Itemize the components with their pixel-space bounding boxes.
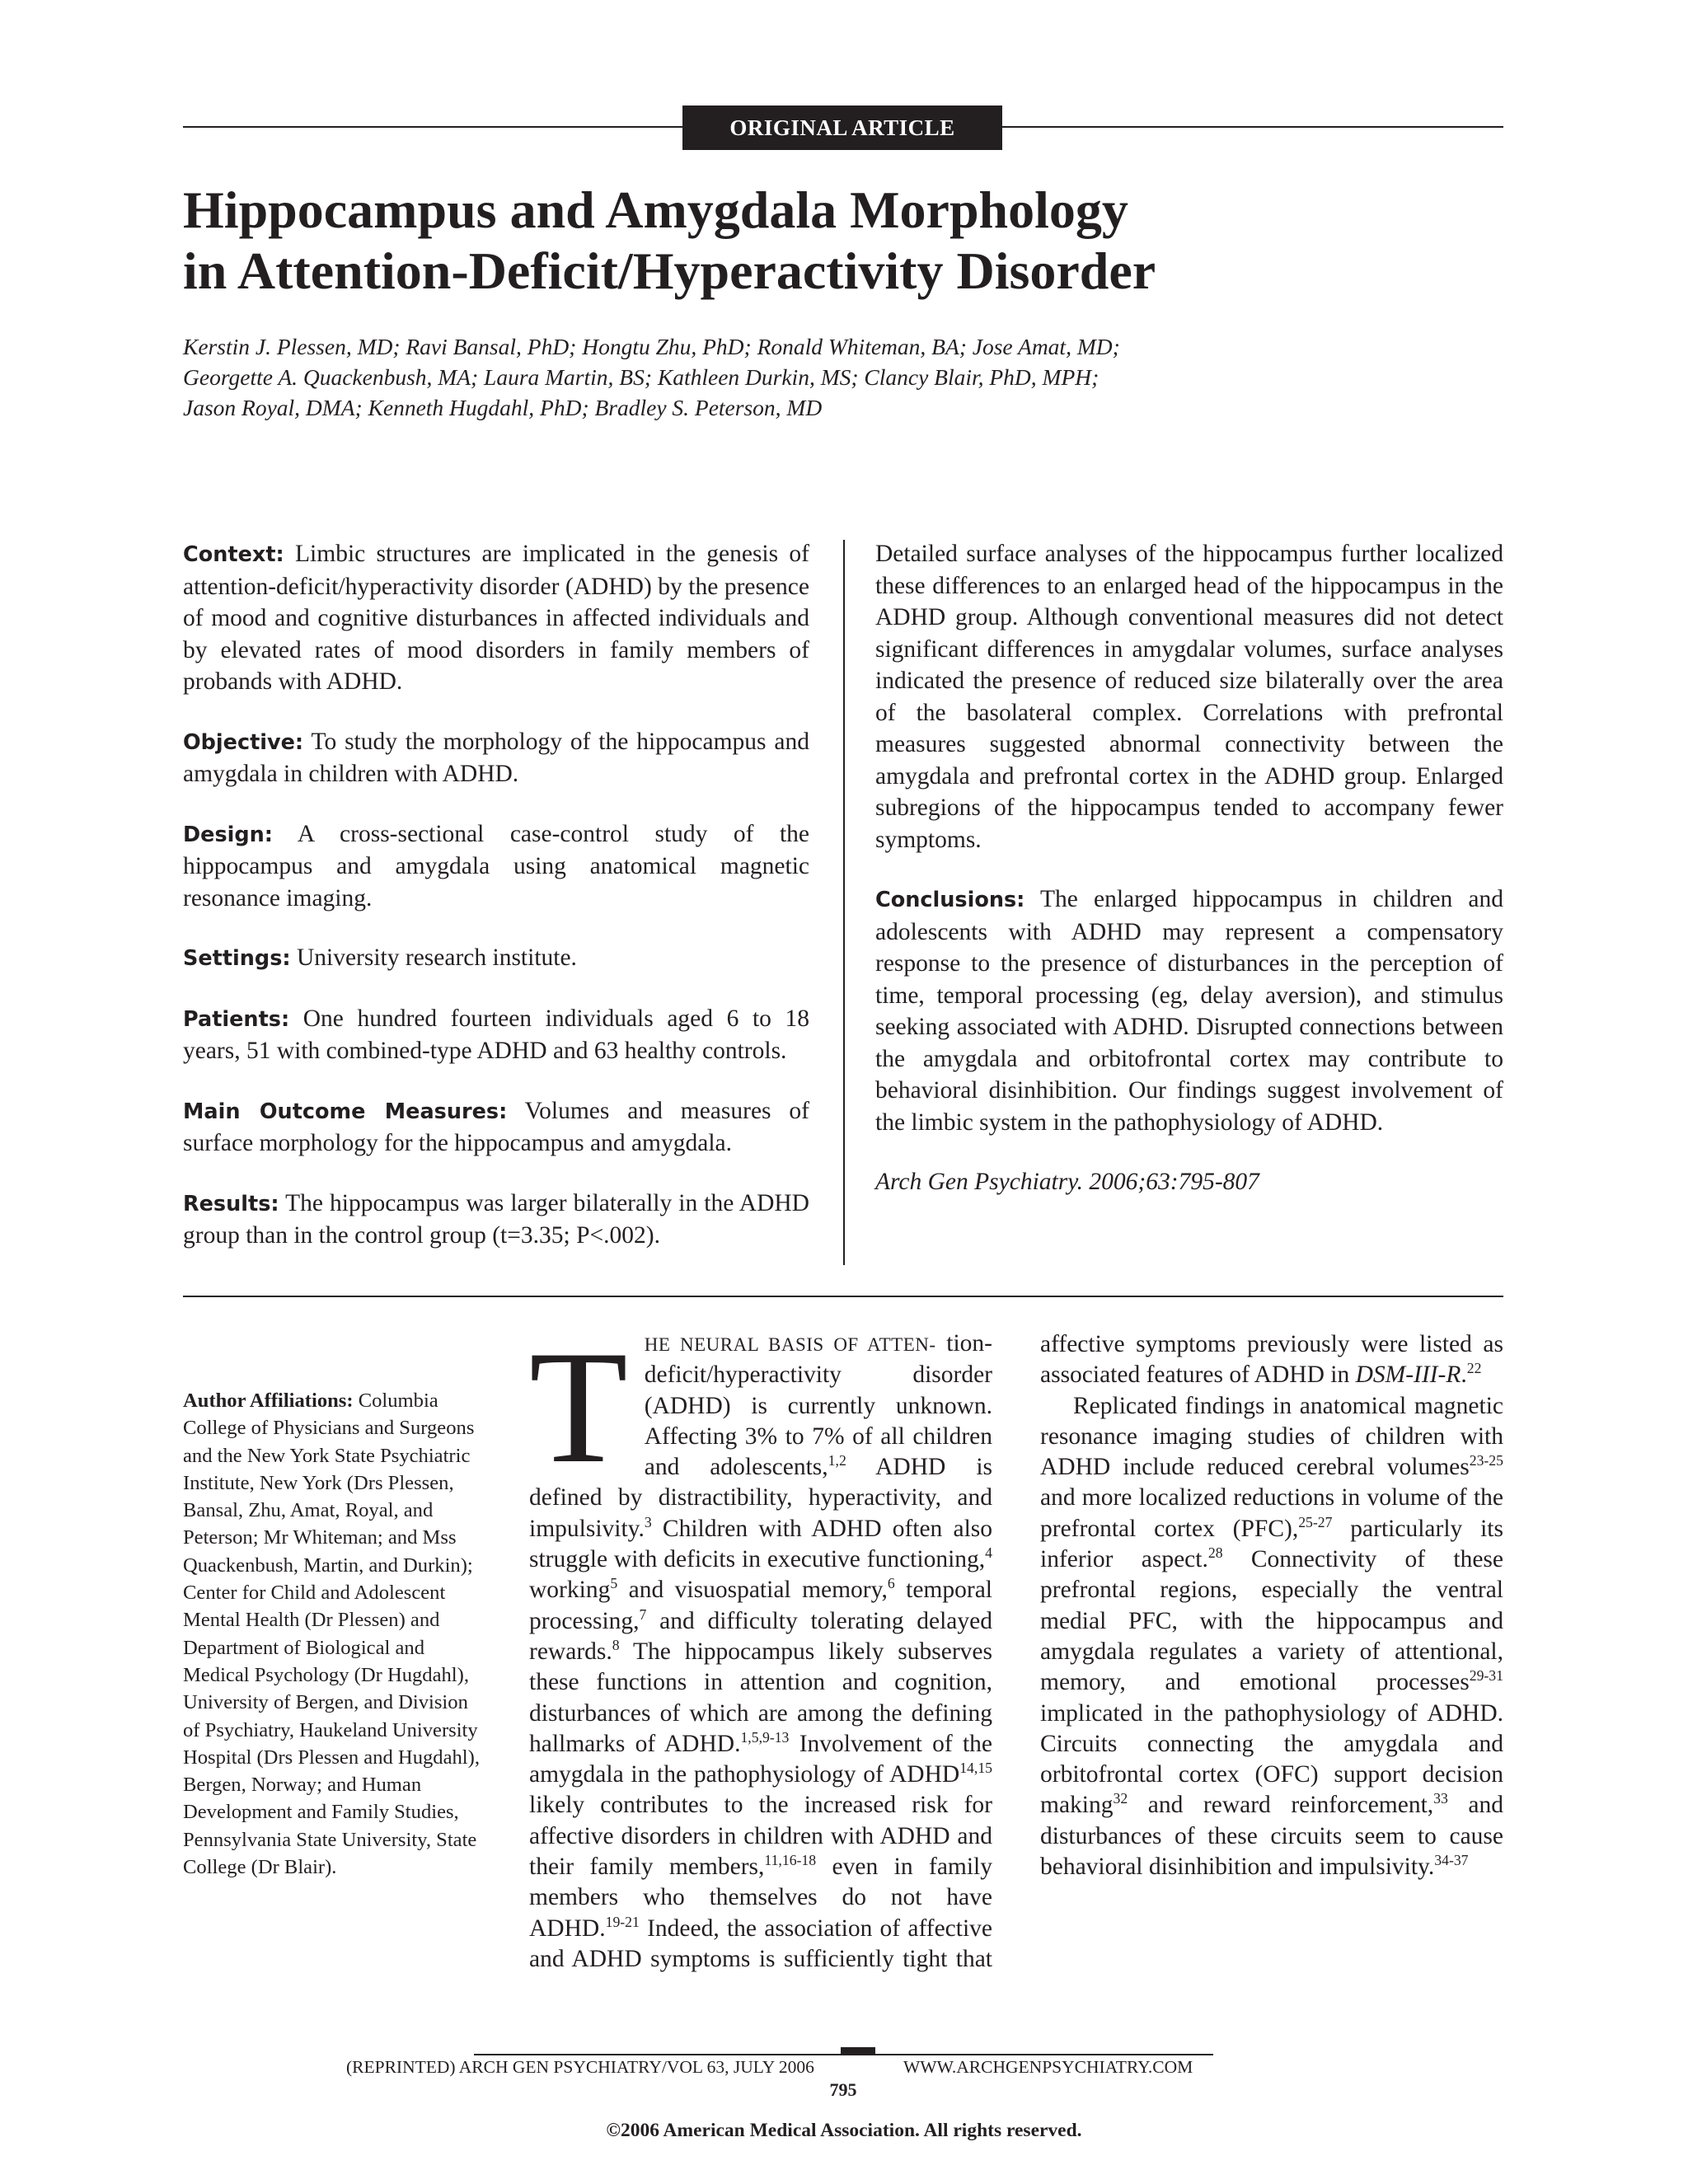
author-affiliations — [183, 1387, 488, 1881]
journal-footer: (REPRINTED) ARCH GEN PSYCHIATRY/VOL 63, JULY 2006 — [346, 2057, 814, 2077]
intro-paragraph-cont: affective symptoms previously were listed as associated features of ADHD in DSM-III-R.$^{22}$ — [1040, 1330, 1503, 1389]
footer-rule-right — [875, 2054, 1213, 2055]
footer-rule-center — [841, 2047, 875, 2055]
body-column-2-flow — [1040, 1329, 1503, 1882]
author-list — [183, 331, 1502, 423]
affiliations-text: Columbia College of Physicians and Surgeons and the New York State Psychiatric Institute, New York (Drs Plessen, Bansal, Zhu, Amat, Royal, and Peterson; Mr Whiteman; and Mss Quackenbush, Martin, and Durkin); Center for Child and Adolescent Mental Health (Dr Plessen) and Department of Biological and Medical Psychology (Dr Hugdahl), University of Bergen, and Division of Psychiatry, Haukeland University Hospital (Drs Plessen and Hugdahl), Bergen, Norway; and Human Development and Family Studies, Pennsylvania State University, State College (Dr Blair). — [183, 1390, 480, 1879]
abstract-results-continued: Detailed surface analyses of the hippocampus further localized these differences to an enlarged head of the hippocampus in the ADHD group. Although conventional measures did not detect significant differences in amygdalar volumes, surface analyses indicated the presence of reduced size bilaterally over the area of the basolateral complex. Correlations with prefrontal measures suggested abnormal connectivity between the amygdala and prefrontal cortex in the ADHD group. Enlarged subregions of the hippocampus tended to accompany fewer symptoms. — [875, 541, 1503, 853]
title-line-2: in Attention-Deficit/Hyperactivity Disorder — [183, 241, 1156, 300]
abstract-settings: Settings: University research institute. — [183, 944, 577, 971]
objective-label: Objective: — [183, 729, 304, 755]
context-label: Context: — [183, 542, 284, 567]
conclusions-label: Conclusions: — [875, 888, 1025, 912]
abstract-results: Results: The hippocampus was larger bilaterally in the ADHD group than in the control group (t=3.35; P<.002). — [183, 1189, 809, 1249]
section-label: ORIGINAL ARTICLE — [682, 105, 1002, 150]
abstract-design: Design: A cross-sectional case-control study of the hippocampus and amygdala using anatomical magnetic resonance imaging. — [183, 820, 809, 912]
affiliations-label: Author Affiliations: — [183, 1390, 354, 1412]
abstract-objective: Objective: To study the morphology of the hippocampus and amygdala in children with ADHD. — [183, 728, 809, 787]
abstract-context: Context: Limbic structures are implicated in the genesis of attention-deficit/hyperactivity disorder (ADHD) by the presence of mood and cognitive disturbances in affected individuals and by elevated rates of mood disorders in family members of probands with ADHD. — [183, 541, 809, 695]
journal-website: WWW.ARCHGENPSYCHIATRY.COM — [903, 2057, 1193, 2077]
body-column-1 — [529, 1329, 992, 1974]
results-label: Results: — [183, 1191, 279, 1216]
journal-citation: Arch Gen Psychiatry. 2006;63:795-807 — [875, 1169, 1259, 1195]
abstract-conclusions: Conclusions: The enlarged hippocampus in children and adolescents with ADHD may represent a compensatory response to the presence of disturbances in the perception of time, temporal processing (eg, delay aversion), and stimulus seeking associated with ADHD. Disrupted connections between the amygdala and orbitofrontal cortex may contribute to behavioral disinhibition. Our findings suggest involvement of the limbic system in the pathophysiology of ADHD. — [875, 886, 1504, 1136]
abstract-right-column — [875, 538, 1503, 1226]
abstract-left-column — [183, 538, 809, 1280]
header-rule-right — [1002, 126, 1503, 128]
drop-cap: T — [529, 1329, 628, 1497]
patients-label: Patients: — [183, 1006, 290, 1032]
intro-paragraph: THE NEURAL BASIS OF ATTEN- tion-deficit/hyperactivity disorder (ADHD) is currently unknown. Affecting 3% to 7% of all children and adolescents,$^{1,2}$ ADHD is defined by distractibility, hyperactivity, and impulsivity.$^3$ Children with ADHD often also struggle with deficits in executive functioning,$^4$ working$^5$ and visuospatial memory,$^6$ temporal processing,$^7$ and difficulty tolerating delayed rewards.$^8$ The hippocampus likely subserves these functions in attention and cognition, disturbances of which are among the defining hallmarks of ADHD.$^{1,5,9-13}$ Involvement of the amygdala in the pathophysiology of ADHD$^{14,15}$ likely contributes to the increased risk for affective disorders in children with ADHD and their family members,$^{11,16-18}$ even in family members who themselves do not have ADHD.$^{19-21}$ Indeed, the association of affective and ADHD symptoms is sufficiently tight that — [529, 1329, 992, 1972]
design-label: Design: — [183, 822, 273, 847]
author-line-3: Jason Royal, DMA; Kenneth Hugdahl, PhD; Bradley S. Peterson, MD — [183, 395, 823, 420]
abstract-measures: Main Outcome Measures: Volumes and measures of surface morphology for the hippocampus and amygdala. — [183, 1097, 809, 1156]
title-line-1: Hippocampus and Amygdala Morphology — [183, 180, 1128, 239]
abstract-divider — [843, 540, 845, 1265]
page-number: 795 — [829, 2079, 857, 2100]
author-line-1: Kerstin J. Plessen, MD; Ravi Bansal, PhD; Hongtu Zhu, PhD; Ronald Whiteman, BA; Jose Amat, MD; — [183, 334, 1120, 359]
header-rule-left — [183, 126, 682, 128]
footer-rule-left — [474, 2054, 841, 2055]
smallcaps-opening: HE NEURAL BASIS OF ATTEN- — [644, 1334, 936, 1355]
article-title — [183, 180, 1502, 302]
abstract-patients: Patients: One hundred fourteen individuals aged 6 to 18 years, 51 with combined-type ADHD and 63 healthy controls. — [183, 1005, 809, 1064]
copyright-notice: ©2006 American Medical Association. All rights reserved. — [606, 2120, 1082, 2141]
measures-label: Main Outcome Measures: — [183, 1099, 508, 1124]
body-column-2 — [1040, 1329, 1503, 2004]
author-line-2: Georgette A. Quackenbush, MA; Laura Martin, BS; Kathleen Durkin, MS; Clancy Blair, PhD, MPH; — [183, 364, 1100, 390]
settings-label: Settings: — [183, 946, 291, 971]
abstract-bottom-rule — [183, 1296, 1503, 1297]
second-paragraph-cont: Replicated findings in anatomical magnetic resonance imaging studies of children with ADHD include reduced cerebral volumes$^{23-25}$ and more localized reductions in volume of the prefrontal cortex (PFC),$^{25-27}$ particularly its inferior aspect.$^{28}$ Connectivity of these prefrontal regions, especially the ventral medial PFC, with the hippocampus and amygdala regulates a variety of attentional, memory, and emotional processes$^{29-31}$ implicated in the pathophysiology of ADHD. Circuits connecting the amygdala and orbitofrontal cortex (OFC) support decision making$^{32}$ and reward reinforcement,$^{33}$ and disturbances of these circuits seem to cause behavioral disinhibition and impulsivity.$^{34-37}$ — [1040, 1392, 1503, 1880]
